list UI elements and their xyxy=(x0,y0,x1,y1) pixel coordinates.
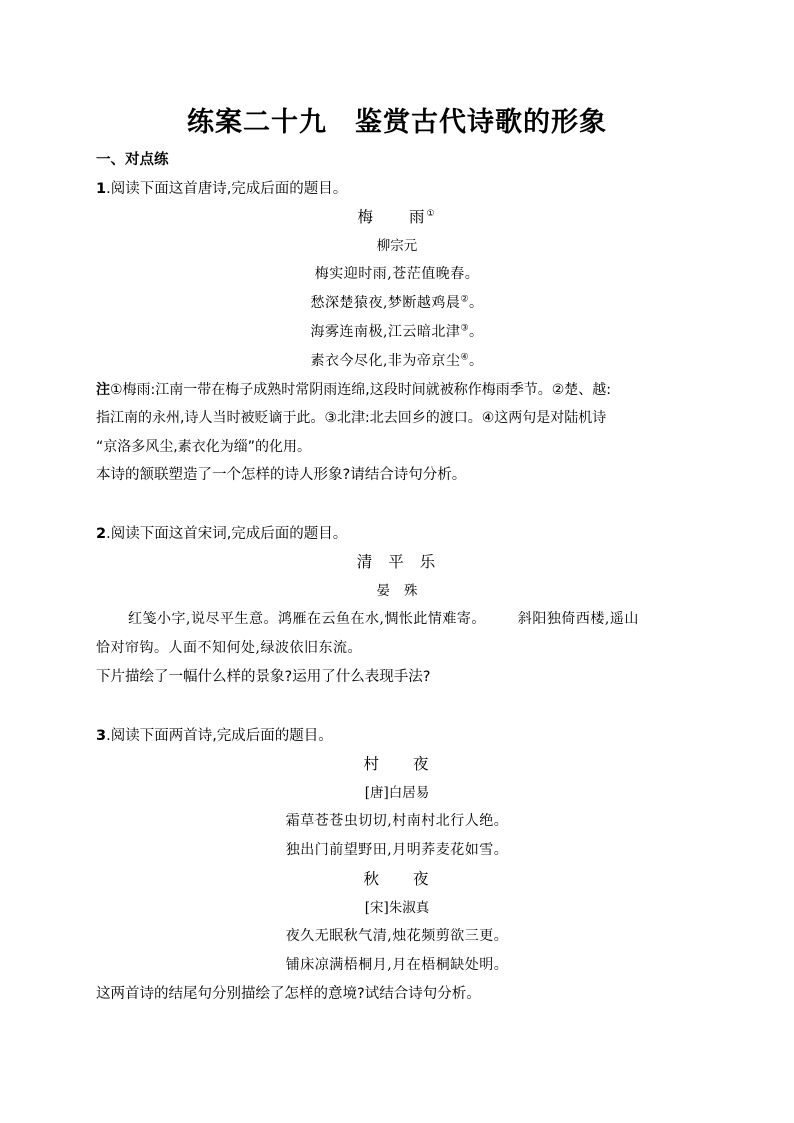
q3-poem2-title: 秋 夜 xyxy=(363,870,431,888)
q2-poem-title: 清 平 乐 xyxy=(356,553,438,571)
section-heading: 一、对点练 xyxy=(96,152,169,168)
q1-prompt xyxy=(96,179,706,199)
q2-prompt xyxy=(96,524,706,544)
q3-poem1-verse-2: 独出门前望野田,月明荞麦花如雪。 xyxy=(285,842,509,858)
q3-number: 3 xyxy=(96,728,107,744)
q1-notes-line2: 指江南的永州,诗人当时被贬谪于此。③北津:北去回乡的渡口。④这两句是对陆机诗 xyxy=(96,410,607,426)
q3-prompt-text: .阅读下面两首诗,完成后面的题目。 xyxy=(106,728,333,744)
q2-ci-line1: 红笺小字,说尽平生意。鸿雁在云鱼在水,惆怅此情难寄。 斜阳独倚西楼,遥山 xyxy=(128,611,639,627)
q2-prompt-text: .阅读下面这首宋词,完成后面的题目。 xyxy=(106,526,348,542)
q1-poem-title xyxy=(0,207,794,227)
q1-note-marker-4: ④ xyxy=(460,352,470,363)
q3-poem2-verse-2: 铺床凉满梧桐月,月在梧桐缺处明。 xyxy=(285,957,509,973)
q1-verse-3: 海雾连南极,江云暗北津③。 xyxy=(310,323,484,340)
q1-poem-title-note: ① xyxy=(426,208,437,219)
q3-prompt xyxy=(96,726,706,746)
q1-note-marker-3: ③ xyxy=(460,323,470,334)
q2-ci-line2: 恰对帘钩。人面不知何处,绿波依旧东流。 xyxy=(96,640,362,656)
q3-poem1-title: 村 夜 xyxy=(363,755,431,773)
q1-author: 柳宗元 xyxy=(376,238,418,254)
q1-verse-4: 素衣今尽化,非为帝京尘④。 xyxy=(310,352,484,369)
q3-poem2-verse-1: 夜久无眠秋气清,烛花频剪欲三更。 xyxy=(285,928,509,944)
q1-notes-line3: “京洛多风尘,素衣化为缁”的化用。 xyxy=(96,439,311,455)
q3-question: 这两首诗的结尾句分别描绘了怎样的意境?试结合诗句分析。 xyxy=(96,986,481,1002)
q3-poem1-verse-1: 霜草苍苍虫切切,村南村北行人绝。 xyxy=(285,813,509,829)
page-title-part2: 鉴赏古代诗歌的形象 xyxy=(355,107,607,138)
q2-question: 下片描绘了一幅什么样的景象?运用了什么表现手法? xyxy=(96,669,431,685)
q1-verse-2: 愁深楚猿夜,梦断越鸡晨②。 xyxy=(310,294,484,311)
q1-notes-line1: 注①梅雨:江南一带在梅子成熟时常阴雨连绵,这段时间就被称作梅雨季节。②楚、越: xyxy=(96,382,611,398)
q2-number: 2 xyxy=(96,526,107,542)
q1-poem-title-a: 梅 xyxy=(357,208,375,226)
q2-author: 晏 殊 xyxy=(376,583,418,599)
q3-poem2-author: [宋]朱淑真 xyxy=(364,900,430,916)
q1-number: 1 xyxy=(96,181,107,197)
q1-poem-title-b: 雨 xyxy=(408,208,427,226)
q3-poem1-author: [唐]白居易 xyxy=(364,785,430,801)
page-title xyxy=(0,100,794,139)
q1-question: 本诗的颔联塑造了一个怎样的诗人形象?请结合诗句分析。 xyxy=(96,467,467,483)
q1-notes-label: 注 xyxy=(96,382,110,398)
q1-prompt-text: .阅读下面这首唐诗,完成后面的题目。 xyxy=(106,181,348,197)
q1-note-marker-2: ② xyxy=(460,294,470,305)
page-title-part1: 练案二十九 xyxy=(187,107,327,138)
q1-verse-1: 梅实迎时雨,苍茫值晚春。 xyxy=(314,266,480,282)
